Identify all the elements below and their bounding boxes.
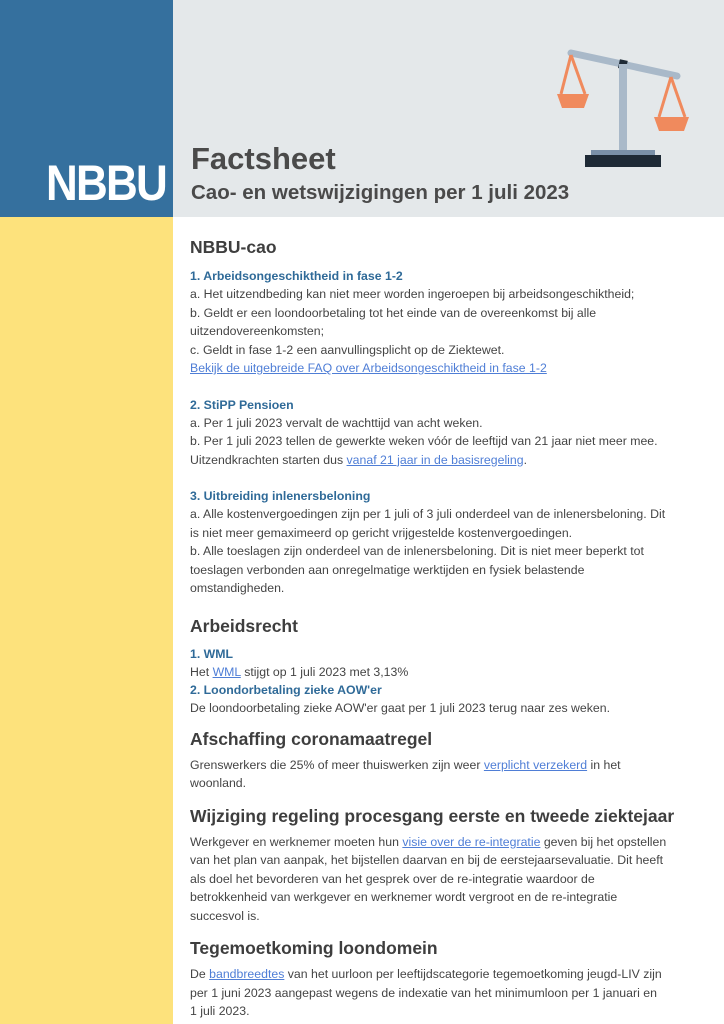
- text-line: De loondoorbetaling zieke AOW'er gaat per 1 juli 2023 terug naar zes weken.: [190, 701, 611, 715]
- text-fragment: geven bij het opstellen: [540, 834, 667, 849]
- item-heading-arbeidsongeschiktheid: 1. Arbeidsongeschiktheid in fase 1-2: [190, 269, 403, 283]
- text-line: woonland.: [190, 776, 247, 790]
- nbbu-logo: NBBU: [46, 155, 167, 211]
- text-line: toeslagen verbonden aan onregelmatige werktijden en fysiek belastende: [190, 562, 585, 577]
- text-line: [190, 965, 690, 984]
- text-line: [190, 451, 690, 470]
- text-line: uitzendovereenkomsten;: [190, 324, 324, 338]
- text-line: a. Per 1 juli 2023 vervalt de wachttijd van acht weken.: [190, 415, 483, 430]
- text-line: c. Geldt in fase 1-2 een aanvullingsplicht op de Ziektewet.: [190, 342, 505, 357]
- visie-link[interactable]: visie over de re-integratie: [402, 834, 541, 849]
- faq-link[interactable]: Bekijk de uitgebreide FAQ over Arbeidsongeschiktheid in fase 1-2: [190, 361, 547, 375]
- text-line: a. Alle kostenvergoedingen zijn per 1 juli of 3 juli onderdeel van de inlenersbeloning. Dit: [190, 507, 666, 521]
- text-line: als doel het bevorderen van het gesprek over de re-integratie waardoor de: [190, 871, 595, 886]
- text-fragment: van het uurloon per leeftijdscategorie tegemoetkoming jeugd-LIV zijn: [284, 967, 662, 981]
- text-line: per 1 juni 2023 aangepast wegens de indexatie van het minimumloon per 1 januari en: [190, 985, 657, 1000]
- bandbreedtes-link[interactable]: bandbreedtes: [209, 967, 285, 981]
- text-line: van het plan van aanpak, het bijstellen daarvan en bij de eerstejaarsevaluatie. Dit heeft: [190, 853, 664, 867]
- text-fragment: Werkgever en werknemer moeten hun: [190, 834, 403, 849]
- text-line: [190, 663, 690, 682]
- text-line: [190, 756, 690, 775]
- section-heading-loondomein: Tegemoetkoming loondomein: [190, 938, 438, 958]
- text-line: succesvol is.: [190, 908, 260, 923]
- item-heading-inlenersbeloning: 3. Uitbreiding inlenersbeloning: [190, 489, 371, 503]
- text-line: a. Het uitzendbeding kan niet meer worden ingeroepen bij arbeidsongeschiktheid;: [190, 287, 635, 301]
- basisregeling-link[interactable]: vanaf 21 jaar in de basisregeling: [346, 452, 524, 467]
- page-subtitle: Cao- en wetswijzigingen per 1 juli 2023: [191, 181, 570, 204]
- text-fragment: in het: [587, 757, 621, 772]
- text-fragment: Grenswerkers die 25% of meer thuiswerken zijn weer: [190, 757, 484, 772]
- verzekerd-link[interactable]: verplicht verzekerd: [483, 757, 588, 772]
- text-line: is niet meer gemaximeerd op gericht vrijgestelde kostenvergoedingen.: [190, 525, 573, 540]
- section-heading-arbeidsrecht: Arbeidsrecht: [190, 615, 298, 636]
- sidebar-panel: [0, 217, 173, 1024]
- page-title: Factsheet: [191, 141, 336, 176]
- item-heading-aow: 2. Loondorbetaling zieke AOW'er: [190, 683, 382, 697]
- text-line: omstandigheden.: [190, 581, 285, 595]
- text-fragment: stijgt op 1 juli 2023 met 3,13%: [240, 664, 409, 679]
- text-line: betrokkenheid van werkgever en werknemer wordt vergroot en de re-integratie: [190, 890, 618, 904]
- item-heading-wml: 1. WML: [190, 646, 234, 661]
- text-line: b. Geldt er een loondoorbetaling tot het einde van de overeenkomst bij alle: [190, 305, 597, 320]
- text-fragment: .: [523, 452, 528, 467]
- section-heading-corona: Afschaffing coronamaatregel: [190, 728, 433, 749]
- item-heading-stipp: 2. StiPP Pensioen: [190, 397, 294, 412]
- text-line: b. Alle toeslagen zijn onderdeel van de inlenersbeloning. Dit is niet meer beperkt tot: [190, 544, 644, 558]
- text-line: 1 juli 2023.: [190, 1004, 250, 1018]
- text-fragment: De: [190, 967, 210, 981]
- wml-link[interactable]: WML: [212, 664, 241, 679]
- section-heading-procesgang: Wijziging regeling procesgang eerste en tweede ziektejaar: [190, 805, 675, 826]
- text-fragment: Uitzendkrachten starten dus: [190, 452, 347, 467]
- balance-scale-icon: [553, 42, 693, 172]
- main-content: [190, 236, 690, 1021]
- text-line: [190, 833, 690, 852]
- section-heading-cao: NBBU-cao: [190, 237, 277, 257]
- text-fragment: Het: [190, 664, 213, 679]
- text-line: b. Per 1 juli 2023 tellen de gewerkte weken vóór de leeftijd van 21 jaar niet meer mee.: [190, 434, 658, 448]
